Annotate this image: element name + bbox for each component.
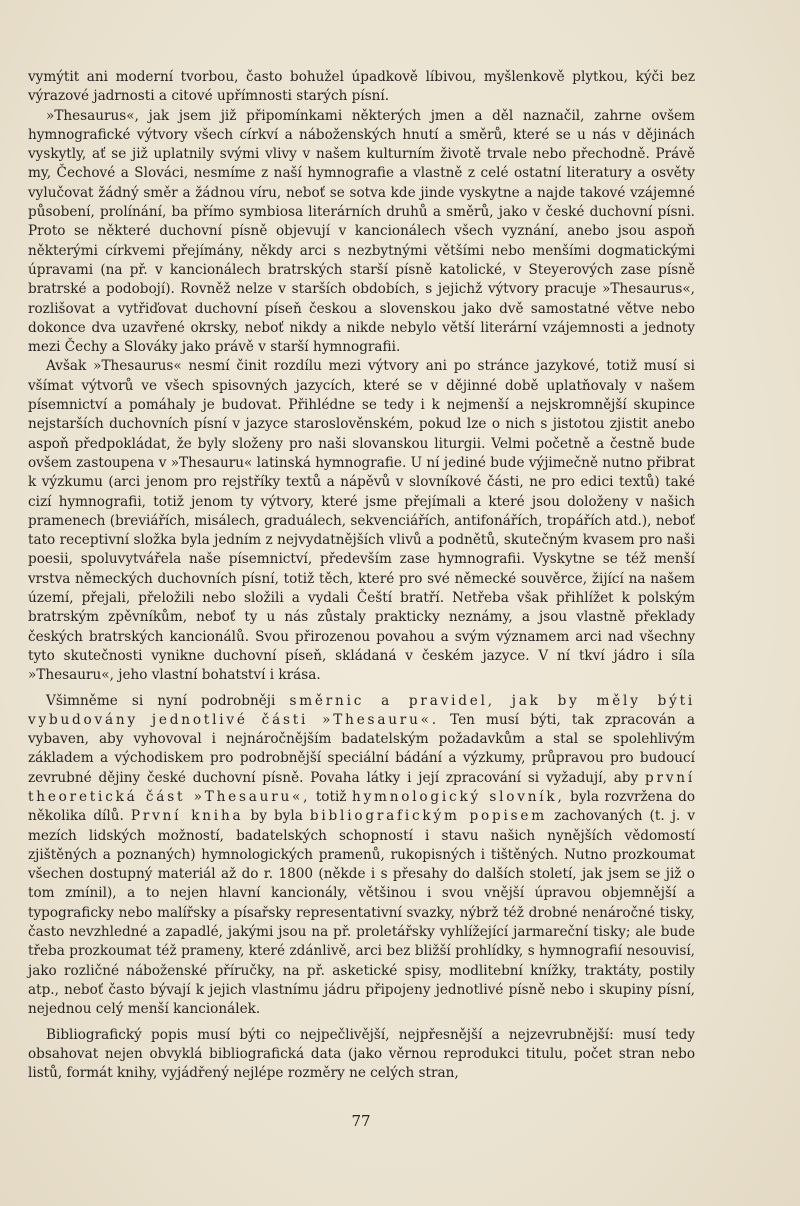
- page-number: 77: [351, 1112, 371, 1130]
- spaced-emphasis-bibliographic: bibliografickým popisem: [309, 808, 547, 825]
- spaced-emphasis-first-book: První kniha: [130, 808, 244, 825]
- paragraph-2: »Thesaurus«, jak jsem již připomínkami některých jmen a děl naznačil, zahrne ovšem hymnografické výtvory všech církví a náboženských hnutí a směrů, které se u nás v dějinách vyskytly, ať se již uplatnily svými vlivy v našem kulturním životě trvale nebo přechodně. Právě my, Čechové a Slováci, nesmíme z naší hymnografie a vlastně z celé ostatní literatury a osvěty vylučovat žádný směr a žádnou víru, neboť se sotva kde jinde vyskytne a najde takové vzájemné působení, prolínání, ba přímo symbiosa literárních druhů a směrů, jako v české duchovní písni. Proto se některé duchovní písně objevují v kancionálech všech vyznání, anebo jsou aspoň některými církvemi přejímány, někdy arci s nezbytnými většími nebo menšími dogmatickými úpravami (na př. v kancionálech bratrských starší písně katolické, v Steyerových zase písně bratrské a podobojí). Rovněž nelze v starších obdobích, s jejichž výtvory pracuje »Thesaurus«, rozlišovat a vytřiďovat duchovní píseň českou a slovenskou jako dvě samostatné větve nebo dokonce dva uzavřené okrsky, neboť nikdy a nikde nebylo větší literární vzájemnosti a jednoty mezi Čechy a Slováky jako právě v starší hymnografii.: [28, 107, 695, 356]
- paragraph-4-byla: by byla: [250, 808, 303, 825]
- spaced-emphasis-rules: směrnic a pravidel, jak by měly býti vybudovány jednotlivé části »Thesauru«.: [28, 692, 695, 728]
- spaced-emphasis-dictionary: hymnologický slovník,: [352, 788, 565, 805]
- paragraph-4-totiz: totiž: [315, 788, 347, 805]
- spaced-emphasis-theoretical-part: první theoretická část »Thesauru«,: [28, 769, 695, 805]
- paragraph-3: Avšak »Thesaurus« nesmí činit rozdílu mezi výtvory ani po stránce jazykové, totiž musí si všímat výtvorů ve všech spisovných jazycích, které se v dějinné době uplatňovaly v našem písemnictví a pomáhaly je budovat. Přihlédne se tedy i k nejmenší a nejskromnější skupince nejstarších duchovních písní v jazyce staroslověnském, pokud lze o nich s jistotou zjistit anebo aspoň předpokládat, že byly složeny pro naši slovanskou liturgii. Velmi početně a čestně bude ovšem zastoupena v »Thesauru« latinská hymnografie. U ní jediné bude výjimečně nutno přibrat k výzkumu (arci jenom pro rejstříky textů a nápěvů v slovníkové části, ne pro edici textů) také cizí hymnografii, totiž jenom ty výtvory, které jsme přejímali a které jsou doloženy v našich pramenech (breviářích, misálech, graduálech, sekvenciářích, antifonářích, tropářích atd.), neboť tato receptivní složka byla jedním z nejvydatnějších vlivů a podnětů, skutečným kvasem pro naši poesii, spoluvytvářela naše písemnictví, především zase hymnografii. Vyskytne se též menší vrstva německých duchovních písní, totiž těch, které pro své německé souvěrce, žijící na našem území, přejali, přeložili nebo složili a vydali Čeští bratří. Netřeba však přihlížet k polským bratrským zpěvníkům, neboť ty u nás zůstaly prakticky neznámy, a jsou vlastně překlady českých bratrských kancionálů. Svou přirozenou povahou a svým významem arci nad všechny tyto skutečnosti vynikne duchovní píseň, skládaná v českém jazyce. V ní tkví jádro i síla »Thesauru«, jeho vlastní bohatství i krása.: [28, 358, 695, 684]
- paragraph-4-parts: byla rozvržena do několika dílů.: [28, 788, 696, 825]
- paragraph-5: Bibliografický popis musí býti co nejpečlivější, nejpřesnější a nejzevrubnější: musí tedy obsahovat nejen obvyklá bibliografická data (jako věrnou reprodukci titulu, počet stran nebo listů, formát knihy, vyjádřený nejlépe rozměry ne celých stran,: [28, 1026, 695, 1082]
- paragraph-4-text: Ten musí býti, tak zpracován a vybaven, aby vyhovoval i nejnáročnějším badatelským požadavkům a stal se spolehlivým základem a východiskem pro podrobnější speciální bádání a výzkumy, průpravou pro budoucí zevrubné dějiny české duchovní písně. Povaha látky i její zpracování si vyžadují, aby: [28, 711, 695, 786]
- paragraph-4: [28, 692, 695, 1020]
- paragraph-4-rest: zachovaných (t. j. v mezích lidských možností, badatelských schopností i stavu našich nynějších vědomostí zjištěných a poznaných) hymnologických pramenů, rukopisných i tištěných. Nutno prozkoumat všechen dostupný materiál až do r. 1800 (někde i s přesahy do dalších století, jak jsem se již o tom zmínil), a to nejen hlavní kancionály, většinou i svou vnější úpravou objemnější a typograficky nebo malířsky a písařsky representativní svazky, nýbrž též drobné nenáročné tisky, často nevzhledné a zapadlé, jakými jsou na př. proletářsky vyhlížející jarmareční tisky; ale bude třeba prozkoumat též prameny, které zdánlivě, arci bez bližší prohlídky, s hymnografií nesouvisí, jako rozličné náboženské příručky, na př. asketické spisy, modlitební knížky, traktáty, postily atp., neboť často bývají k jejich vlastnímu jádru připojeny jednotlivé písně nebo i skupiny písní, nejednou celý menší kancionálek.: [28, 808, 696, 1018]
- paragraph-1: vymýtit ani moderní tvorbou, často bohužel úpadkově líbivou, myšlenkově plytkou, kýči bez výrazové jadrnosti a citové upřímnosti starých písní.: [28, 69, 695, 105]
- body-text: [28, 68, 695, 1083]
- paragraph-4-intro: Všimněme si nyní podrobněji: [46, 692, 276, 709]
